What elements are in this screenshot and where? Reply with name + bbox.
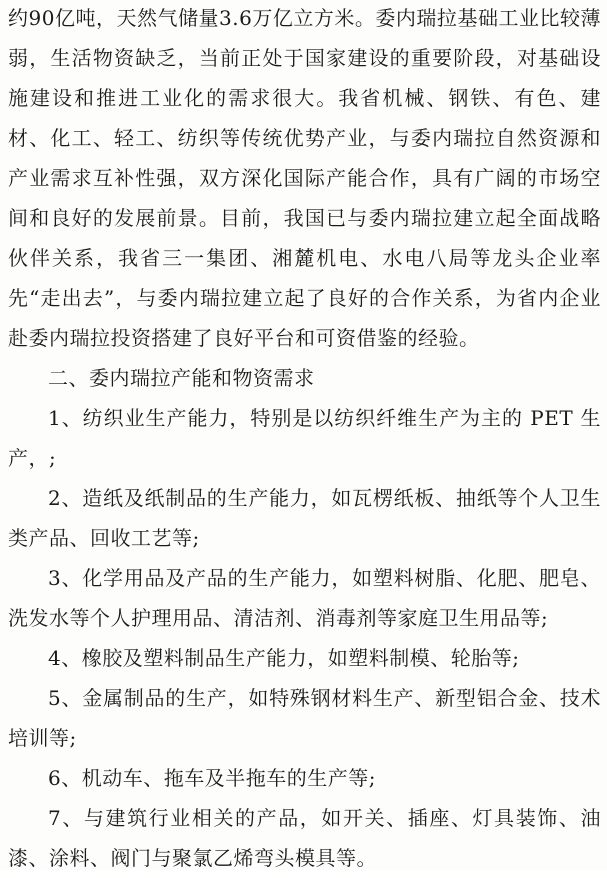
list-item-2: 2、造纸及纸制品的生产能力，如瓦楞纸板、抽纸等个人卫生类产品、回收工艺等;: [8, 486, 601, 550]
list-item-1: 1、纺织业生产能力，特别是以纺织纤维生产为主的 PET 生产，;: [8, 406, 601, 470]
list-item-3: 3、化学用品及产品的生产能力，如塑料树脂、化肥、肥皂、洗发水等个人护理用品、清洁剂、消毒剂等家庭卫生用品等;: [8, 566, 601, 630]
list-item-6: 6、机动车、拖车及半拖车的生产等;: [48, 766, 376, 790]
intro-paragraph: 约90亿吨，天然气储量3.6万亿立方米。委内瑞拉基础工业比较薄弱，生活物资缺乏，当前正处于国家建设的重要阶段，对基础设施建设和推进工业化的需求很大。我省机械、钢铁、有色、建材、化工、轻工、纺织等传统优势产业，与委内瑞拉自然资源和产业需求互补性强，双方深化国际产能合作，具有广阔的市场空间和良好的发展前景。目前，我国已与委内瑞拉建立起全面战略伙伴关系，我省三一集团、湘麓机电、水电八局等龙头企业率先“走出去”，与委内瑞拉建立起了良好的合作关系，为省内企业赴委内瑞拉投资搭建了良好平台和可资借鉴的经验。: [8, 6, 601, 350]
section-heading: 二、委内瑞拉产能和物资需求: [48, 366, 315, 390]
list-item-5: 5、金属制品的生产，如特殊钢材料生产、新型铝合金、技术培训等;: [8, 686, 601, 750]
list-item-7: 7、与建筑行业相关的产品，如开关、插座、灯具装饰、油漆、涂料、阀门与聚氯乙烯弯头模具等。: [8, 806, 601, 870]
list-item-4: 4、橡胶及塑料制品生产能力，如塑料制模、轮胎等;: [48, 646, 520, 670]
